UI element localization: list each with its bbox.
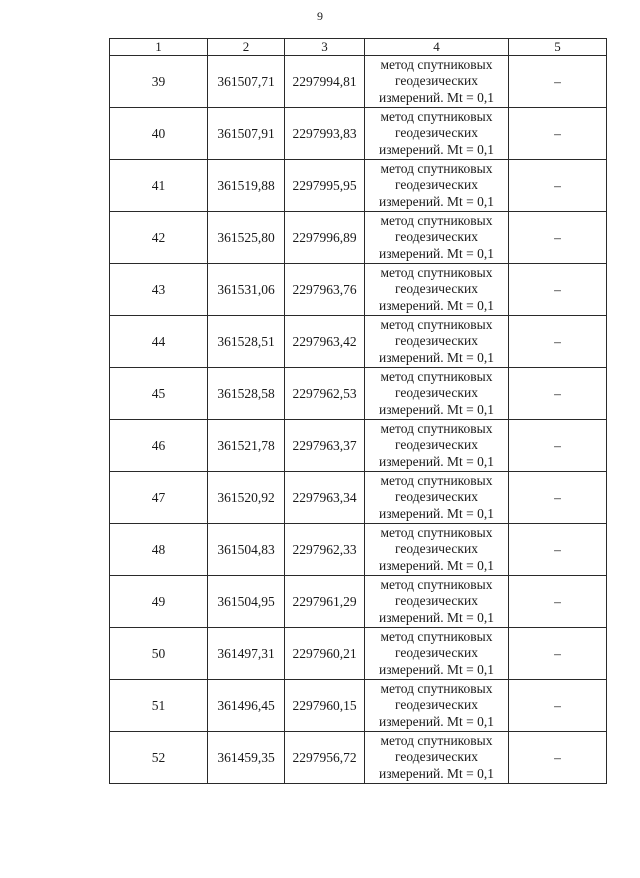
y-coordinate-cell: 2297993,83 <box>285 108 365 160</box>
method-cell <box>365 628 509 680</box>
method-cell <box>365 420 509 472</box>
header-col-2: 2 <box>208 39 285 56</box>
method-cell <box>365 212 509 264</box>
method-line: измерений. Mt = 0,1 <box>378 505 495 521</box>
x-coordinate-cell: 361459,35 <box>208 732 285 784</box>
table-row <box>110 316 607 368</box>
point-number-cell: 50 <box>110 628 208 680</box>
y-coordinate-cell: 2297956,72 <box>285 732 365 784</box>
method-line: измерений. Mt = 0,1 <box>378 765 495 781</box>
method-line: геодезических <box>395 333 478 349</box>
method-cell <box>365 56 509 108</box>
x-coordinate-cell: 361528,51 <box>208 316 285 368</box>
note-cell: – <box>509 732 607 784</box>
x-coordinate-cell: 361519,88 <box>208 160 285 212</box>
method-cell <box>365 732 509 784</box>
x-coordinate-cell: 361525,80 <box>208 212 285 264</box>
point-number-cell: 43 <box>110 264 208 316</box>
note-cell: – <box>509 576 607 628</box>
method-line: измерений. Mt = 0,1 <box>378 297 495 313</box>
y-coordinate-cell: 2297963,37 <box>285 420 365 472</box>
note-cell: – <box>509 212 607 264</box>
method-line: геодезических <box>395 437 478 453</box>
method-line: геодезических <box>395 281 478 297</box>
x-coordinate-cell: 361531,06 <box>208 264 285 316</box>
method-line: геодезических <box>395 125 478 141</box>
point-number-cell: 41 <box>110 160 208 212</box>
method-line: измерений. Mt = 0,1 <box>378 349 495 365</box>
method-line: метод спутниковых <box>380 628 493 644</box>
x-coordinate-cell: 361497,31 <box>208 628 285 680</box>
y-coordinate-cell: 2297961,29 <box>285 576 365 628</box>
note-cell: – <box>509 628 607 680</box>
method-line: метод спутниковых <box>380 108 493 124</box>
method-line: измерений. Mt = 0,1 <box>378 453 495 469</box>
note-cell: – <box>509 524 607 576</box>
point-number-cell: 42 <box>110 212 208 264</box>
note-cell: – <box>509 680 607 732</box>
point-number-cell: 48 <box>110 524 208 576</box>
method-line: метод спутниковых <box>380 160 493 176</box>
point-number-cell: 52 <box>110 732 208 784</box>
method-cell <box>365 576 509 628</box>
method-line: геодезических <box>395 73 478 89</box>
note-cell: – <box>509 368 607 420</box>
x-coordinate-cell: 361507,91 <box>208 108 285 160</box>
method-line: геодезических <box>395 229 478 245</box>
method-cell <box>365 160 509 212</box>
table-row <box>110 108 607 160</box>
method-line: измерений. Mt = 0,1 <box>378 609 495 625</box>
point-number-cell: 46 <box>110 420 208 472</box>
method-line: метод спутниковых <box>380 264 493 280</box>
x-coordinate-cell: 361528,58 <box>208 368 285 420</box>
method-line: метод спутниковых <box>380 732 493 748</box>
x-coordinate-cell: 361520,92 <box>208 472 285 524</box>
method-line: измерений. Mt = 0,1 <box>378 713 495 729</box>
method-line: метод спутниковых <box>380 680 493 696</box>
method-line: геодезических <box>395 541 478 557</box>
point-number-cell: 49 <box>110 576 208 628</box>
method-line: метод спутниковых <box>380 316 493 332</box>
table-row <box>110 212 607 264</box>
method-line: метод спутниковых <box>380 368 493 384</box>
method-cell <box>365 472 509 524</box>
table-header-row <box>110 39 607 56</box>
table-row <box>110 576 607 628</box>
method-cell <box>365 108 509 160</box>
table-row <box>110 628 607 680</box>
header-col-1: 1 <box>110 39 208 56</box>
method-line: геодезических <box>395 177 478 193</box>
header-col-3: 3 <box>285 39 365 56</box>
method-cell <box>365 368 509 420</box>
note-cell: – <box>509 316 607 368</box>
method-line: геодезических <box>395 645 478 661</box>
method-line: метод спутниковых <box>380 524 493 540</box>
method-line: геодезических <box>395 697 478 713</box>
method-line: измерений. Mt = 0,1 <box>378 661 495 677</box>
x-coordinate-cell: 361504,95 <box>208 576 285 628</box>
point-number-cell: 47 <box>110 472 208 524</box>
table-body <box>110 56 607 784</box>
method-cell <box>365 316 509 368</box>
method-line: измерений. Mt = 0,1 <box>378 89 495 105</box>
point-number-cell: 44 <box>110 316 208 368</box>
method-line: геодезических <box>395 385 478 401</box>
coordinates-table <box>109 38 607 784</box>
note-cell: – <box>509 108 607 160</box>
method-line: метод спутниковых <box>380 56 493 72</box>
y-coordinate-cell: 2297963,76 <box>285 264 365 316</box>
y-coordinate-cell: 2297960,21 <box>285 628 365 680</box>
method-cell <box>365 524 509 576</box>
table-row <box>110 368 607 420</box>
y-coordinate-cell: 2297994,81 <box>285 56 365 108</box>
method-line: измерений. Mt = 0,1 <box>378 401 495 417</box>
method-line: геодезических <box>395 489 478 505</box>
x-coordinate-cell: 361504,83 <box>208 524 285 576</box>
method-line: измерений. Mt = 0,1 <box>378 193 495 209</box>
page-number: 9 <box>317 9 323 23</box>
note-cell: – <box>509 264 607 316</box>
table-row <box>110 472 607 524</box>
x-coordinate-cell: 361496,45 <box>208 680 285 732</box>
y-coordinate-cell: 2297962,33 <box>285 524 365 576</box>
table-row <box>110 264 607 316</box>
y-coordinate-cell: 2297963,34 <box>285 472 365 524</box>
method-line: измерений. Mt = 0,1 <box>378 557 495 573</box>
method-line: геодезических <box>395 749 478 765</box>
x-coordinate-cell: 361521,78 <box>208 420 285 472</box>
method-cell <box>365 264 509 316</box>
header-col-5: 5 <box>509 39 607 56</box>
method-line: измерений. Mt = 0,1 <box>378 245 495 261</box>
x-coordinate-cell: 361507,71 <box>208 56 285 108</box>
method-line: геодезических <box>395 593 478 609</box>
y-coordinate-cell: 2297996,89 <box>285 212 365 264</box>
method-line: измерений. Mt = 0,1 <box>378 141 495 157</box>
point-number-cell: 51 <box>110 680 208 732</box>
y-coordinate-cell: 2297995,95 <box>285 160 365 212</box>
y-coordinate-cell: 2297962,53 <box>285 368 365 420</box>
method-line: метод спутниковых <box>380 420 493 436</box>
point-number-cell: 45 <box>110 368 208 420</box>
table-row <box>110 420 607 472</box>
note-cell: – <box>509 160 607 212</box>
y-coordinate-cell: 2297963,42 <box>285 316 365 368</box>
table-row <box>110 160 607 212</box>
point-number-cell: 40 <box>110 108 208 160</box>
table-row <box>110 680 607 732</box>
header-col-4: 4 <box>365 39 509 56</box>
y-coordinate-cell: 2297960,15 <box>285 680 365 732</box>
method-line: метод спутниковых <box>380 472 493 488</box>
method-line: метод спутниковых <box>380 576 493 592</box>
note-cell: – <box>509 56 607 108</box>
note-cell: – <box>509 420 607 472</box>
table-row <box>110 56 607 108</box>
point-number-cell: 39 <box>110 56 208 108</box>
note-cell: – <box>509 472 607 524</box>
method-cell <box>365 680 509 732</box>
table-row <box>110 732 607 784</box>
table-row <box>110 524 607 576</box>
method-line: метод спутниковых <box>380 212 493 228</box>
